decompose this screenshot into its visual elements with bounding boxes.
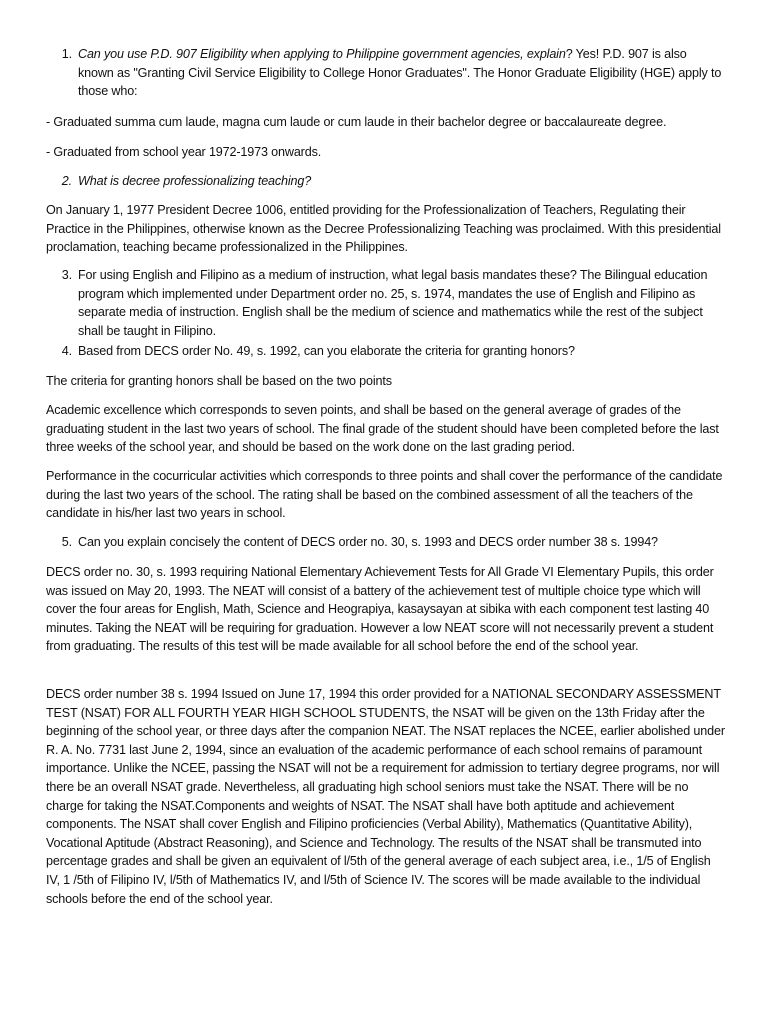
question-2 bbox=[61, 172, 723, 191]
paragraph-decs-30: DECS order no. 30, s. 1993 requiring National Elementary Achievement Tests for All Grade VI Elementary Pupils, this order was issued on May 20, 1993. The NEAT will consist of a battery of the achievement test of multiple choice type which will cover the four areas for English, Math, Science and Heograpiya, kasaysayan at sibika with each component test lasting 40 minutes. Taking the NEAT will be requiring for graduation. However a low NEAT score will not necessarily prevent a student from graduating. The results of this test will be made available for all school before the end of the school year. bbox=[46, 565, 714, 654]
question-4 bbox=[61, 342, 723, 361]
question-3 bbox=[61, 266, 723, 340]
paragraph-criteria: The criteria for granting honors shall be based on the two points bbox=[46, 374, 392, 388]
paragraph-decs-38: DECS order number 38 s. 1994 Issued on June 17, 1994 this order provided for a NATIONAL SECONDARY ASSESSMENT TEST (NSAT) FOR ALL FOURTH YEAR HIGH SCHOOL STUDENTS, the NSAT will be given on the 13th Friday after the beginning of the school year, or three days after the companion NEAT. The NSAT replaces the NCEE, earlier abolished under R. A. No. 7731 last June 2, 1994, since an evaluation of the academic performance of each school remains of paramount importance. Unlike the NCEE, passing the NSAT will not be a requirement for admission to tertiary degree programs, nor will there be an overall NSAT grade. Nevertheless, all graduating high school seniors must take the NSAT. There will be no charge for taking the NSAT.Components and weights of NSAT. The NSAT shall have both aptitude and achievement components. The NSAT shall cover English and Filipino proficiencies (Verbal Ability), Mathematics (Quantitative Ability), Vocational Aptitude (Abstract Reasoning), and Science and Technology. The results of the NSAT shall be transmuted into percentage grades and shall be given an equivalent of l/5th of the general average of each subject area, i.e., 1/5 of English IV, 1 /5th of Filipino IV, l/5th of Mathematics IV, and l/5th of Science IV. The scores will be made available to the individual schools before the end of the school year. bbox=[46, 687, 725, 906]
question-4-text: Based from DECS order No. 49, s. 1992, can you elaborate the criteria for granting honors? bbox=[78, 344, 575, 358]
paragraph-academic: Academic excellence which corresponds to seven points, and shall be based on the general average of grades of the graduating student in the last two years of school. The final grade of the student should have been completed before the last three weeks of the school year, and should be based on the work done on the last grading period. bbox=[46, 403, 719, 455]
question-5 bbox=[61, 533, 723, 552]
question-1 bbox=[61, 45, 723, 101]
bullet-school-year: - Graduated from school year 1972-1973 onwards. bbox=[46, 145, 322, 159]
question-5-text: Can you explain concisely the content of DECS order no. 30, s. 1993 and DECS order number 38 s. 1994? bbox=[78, 535, 658, 549]
bullet-honors: - Graduated summa cum laude, magna cum laude or cum laude in their bachelor degree or baccalaureate degree. bbox=[46, 115, 667, 129]
question-1-text: Can you use P.D. 907 Eligibility when applying to Philippine government agencies, explain bbox=[78, 47, 566, 61]
question-1-answer: ? Yes! P.D. 907 is also known as "Granting Civil Service Eligibility to College Honor Graduates". The Honor Graduate Eligibility (HGE) apply to those who: bbox=[78, 47, 722, 99]
list-number: 5. bbox=[61, 535, 72, 549]
list-number: 4. bbox=[61, 344, 72, 358]
list-number: 2. bbox=[61, 174, 72, 188]
paragraph-performance: Performance in the cocurricular activities which corresponds to three points and shall cover the performance of the candidate during the last two years of the school. The rating shall be based on the combined assessment of all the teachers of the candidate in his/her last two years in school. bbox=[46, 469, 723, 521]
question-2-text: What is decree professionalizing teaching? bbox=[78, 174, 312, 188]
list-number: 1. bbox=[61, 47, 72, 61]
list-number: 3. bbox=[61, 268, 72, 282]
paragraph-decree: On January 1, 1977 President Decree 1006, entitled providing for the Professionalization of Teachers, Regulating their Practice in the Philippines, otherwise known as the Decree Professionalizing Teaching was proclaimed. With this presidential proclamation, teaching became professionalized in the Philippines. bbox=[46, 203, 721, 255]
question-3-text: For using English and Filipino as a medium of instruction, what legal basis mandates these? The Bilingual education program which implemented under Department order no. 25, s. 1974, mandates the use of English and Filipino as separate media of instruction. English shall be the medium of science and mathematics while the rest of the subject shall be taught in Filipino. bbox=[78, 268, 708, 338]
